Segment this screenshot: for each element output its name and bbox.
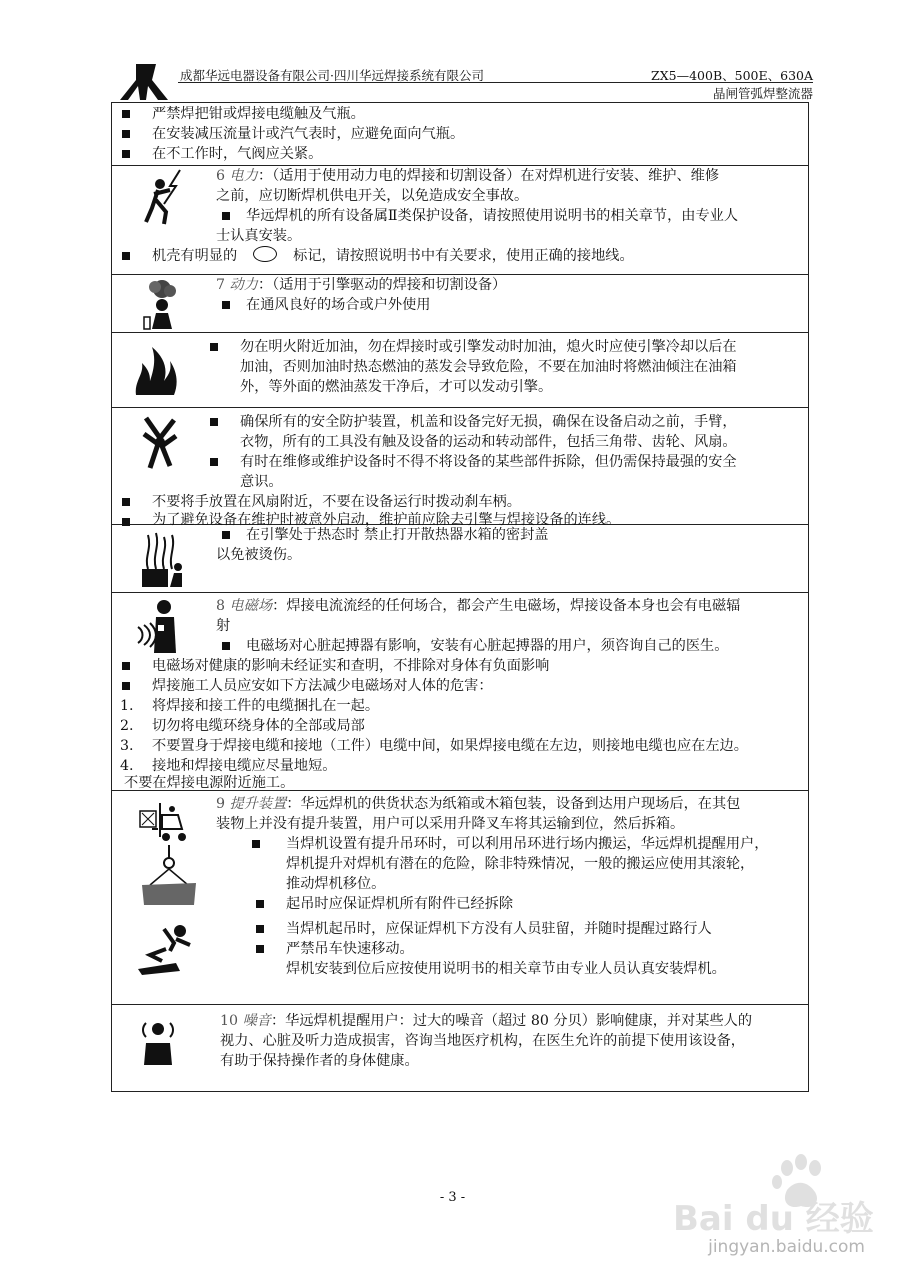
fire-icon — [132, 345, 180, 397]
gas-line-2: 在安装减压流量计或汽气表时，应避免面向气瓶。 — [152, 126, 465, 142]
section-noise — [112, 1005, 808, 1091]
noise-heading — [220, 1011, 752, 1031]
engine-line-1: ：（适用于引擎驱动的焊接和切割设备） — [257, 277, 507, 293]
power-heading-num: 6 — [216, 168, 226, 184]
emf-line-3: 电磁场对心脏起搏器有影响，安装有心脏起搏器的用户，须咨询自己的医生。 — [246, 638, 729, 654]
moving-parts-icon — [140, 414, 180, 472]
electric-shock-icon — [142, 168, 188, 226]
power-line-1: ：（适用于使用动力电的焊接和切割设备）在对焊机进行安装、维护、维修 — [257, 168, 720, 184]
section-fuel — [112, 333, 808, 408]
engine-line-2: 在通风良好的场合或户外使用 — [246, 297, 431, 313]
emf-num-3: 3. — [120, 738, 134, 754]
header-model: ZX5—400B、500E、630A — [651, 68, 813, 83]
bullet — [222, 212, 230, 220]
falling-load-icon — [136, 923, 194, 975]
lift-line-3: 当焊机设置有提升吊环时，可以利用吊环进行场内搬运，华远焊机提醒用户， — [286, 836, 769, 852]
section-emf — [112, 593, 808, 791]
lift-heading-title: 提升装置 — [229, 796, 287, 812]
bullet — [210, 458, 218, 466]
engine-heading-num: 7 — [216, 277, 226, 293]
radiator-line-2: 以免被烫伤。 — [216, 547, 302, 563]
bullet — [122, 682, 130, 690]
noise-icon — [140, 1019, 176, 1067]
lift-line-8: 严禁吊车快速移动。 — [286, 941, 414, 957]
bullet — [256, 900, 264, 908]
hot-radiator-icon — [138, 529, 184, 589]
section-lift — [112, 791, 808, 1005]
bullet — [122, 130, 130, 138]
fuel-line-1: 勿在明火附近加油，勿在焊接时或引擎发动时加油，熄火时应使引擎冷却以后在 — [240, 339, 737, 355]
lift-line-4: 焊机提升对焊机有潜在的危险，除非特殊情况，一般的搬运应使用其滚轮， — [286, 856, 755, 872]
lift-line-5: 推动焊机移位。 — [286, 876, 386, 892]
emf-item-3: 不要置身于焊接电缆和接地（工件）电缆中间，如果焊接电缆在左边，则接地电缆也应在左边。 — [152, 738, 748, 754]
header-rule — [178, 82, 813, 83]
engine-heading — [216, 275, 506, 295]
section-engine — [112, 275, 808, 333]
emf-item-2: 切勿将电缆环绕身体的全部或局部 — [152, 718, 365, 734]
bullet — [252, 840, 260, 848]
guards-line-3: 有时在维修或维护设备时不得不将设备的某些部件拆除，但仍需保持最强的安全 — [240, 454, 737, 470]
guards-line-2: 衣物，所有的工具没有触及设备的运动和转动部件，包括三角带、齿轮、风扇。 — [240, 434, 737, 450]
company-logo-icon — [118, 60, 174, 106]
fuel-line-3: 外，等外面的燃油蒸发干净后，才可以发动引擎。 — [240, 379, 553, 395]
section-radiator — [112, 525, 808, 593]
bullet — [222, 301, 230, 309]
ground-symbol-icon — [253, 246, 277, 262]
lift-line-6: 起吊时应保证焊机所有附件已经拆除 — [286, 896, 514, 912]
pacemaker-icon — [134, 597, 182, 655]
emf-item-1: 将焊接和接工件的电缆捆扎在一起。 — [152, 698, 380, 714]
header-product: 晶闸管弧焊整流器 — [712, 86, 813, 101]
bullet — [122, 252, 130, 260]
lift-line-1: ：华远焊机的供货状态为纸箱或木箱包装，设备到达用户现场后，在其包 — [286, 796, 741, 812]
bullet — [122, 150, 130, 158]
lift-line-2: 装物上并没有提升装置，用户可以采用升降叉车将其运输到位，然后拆箱。 — [216, 816, 685, 832]
power-heading — [216, 166, 719, 186]
emf-line-1: ：焊接电流流经的任何场合，都会产生电磁场，焊接设备本身也会有电磁辐 — [272, 598, 741, 614]
emf-line-4: 电磁场对健康的影响未经证实和查明，不排除对身体有负面影响 — [152, 658, 550, 674]
lift-heading-num: 9 — [216, 796, 226, 812]
guards-line-4: 意识。 — [240, 474, 283, 490]
guards-line-1: 确保所有的安全防护装置，机盖和设备完好无损，确保在设备启动之前，手臂， — [240, 414, 737, 430]
section-guards — [112, 408, 808, 528]
power-line-3: 华远焊机的所有设备属Ⅱ类保护设备，请按照使用说明书的相关章节，由专业人 — [246, 208, 739, 224]
noise-line-2: 视力、心脏及听力造成损害，咨询当地医疗机构，在医生允许的前提下使用该设备， — [220, 1033, 745, 1049]
emf-num-2: 2. — [120, 718, 134, 734]
noise-heading-title: 噪音 — [242, 1013, 271, 1029]
bullet — [122, 662, 130, 670]
engine-heading-title: 动力 — [229, 277, 258, 293]
emf-line-2: 射 — [216, 618, 231, 634]
gas-line-3: 在不工作时，气阀应关紧。 — [152, 146, 323, 162]
bullet — [256, 925, 264, 933]
page-number: - 3 - — [439, 1190, 466, 1205]
radiator-line-1: 在引擎处于热态时 禁止打开散热器水箱的密封盖 — [246, 527, 549, 543]
bullet — [210, 418, 218, 426]
bullet — [222, 531, 230, 539]
emf-item-4: 接地和焊接电缆应尽量地短。 — [152, 758, 337, 774]
emf-heading-title: 电磁场 — [229, 598, 273, 614]
bullet — [122, 110, 130, 118]
safety-sheet — [111, 102, 809, 1092]
emf-line-5: 焊接施工人员应安如下方法减少电磁场对人体的危害： — [152, 678, 493, 694]
header-company: 成都华远电器设备有限公司·四川华远焊接系统有限公司 — [180, 68, 484, 83]
bullet — [256, 945, 264, 953]
power-heading-title: 电力 — [229, 168, 258, 184]
lifting-hook-icon — [140, 845, 198, 907]
emf-line-6: 不要在焊接电源附近施工。 — [124, 775, 295, 791]
fuel-line-2: 加油，否则加油时热态燃油的蒸发会导致危险，不要在加油时将燃油倾注在油箱 — [240, 359, 737, 375]
noise-line-1: ：华远焊机提醒用户：过大的噪音（超过 80 分贝）影响健康，并对某些人的 — [270, 1013, 753, 1029]
emf-num-4: 4. — [120, 758, 134, 774]
gas-line-1: 严禁焊把钳或焊接电缆触及气瓶。 — [152, 106, 365, 122]
bullet — [122, 498, 130, 506]
section-gas — [112, 103, 808, 166]
lift-line-7: 当焊机起吊时，应保证焊机下方没有人员驻留，并随时提醒过路行人 — [286, 921, 712, 937]
bullet — [210, 343, 218, 351]
section-power — [112, 166, 808, 275]
bullet — [222, 642, 230, 650]
lift-heading — [216, 794, 740, 814]
power-line-5 — [152, 246, 634, 266]
watermark-brand: Bai du 经验 — [673, 1199, 874, 1239]
fumes-icon — [142, 279, 182, 331]
lift-line-9: 焊机安装到位后应按使用说明书的相关章节由专业人员认真安装焊机。 — [286, 961, 726, 977]
emf-heading-num: 8 — [216, 598, 226, 614]
watermark-url: jingyan.baidu.com — [708, 1237, 865, 1257]
power-line-2: 之前，应切断焊机供电开关，以免造成安全事故。 — [216, 188, 529, 204]
emf-heading — [216, 596, 740, 616]
forklift-icon — [136, 799, 194, 843]
power-line-5b: 标记，请按照说明书中有关要求，使用正确的接地线。 — [293, 248, 634, 264]
guards-line-6: 为了避免设备在维护时被意外启动，维护前应除去引擎与焊接设备的连线。 — [152, 512, 621, 528]
noise-line-3: 有助于保持操作者的身体健康。 — [220, 1053, 419, 1069]
noise-heading-num: 10 — [220, 1013, 239, 1029]
emf-num-1: 1. — [120, 698, 134, 714]
power-line-5a: 机壳有明显的 — [152, 248, 238, 264]
guards-line-5: 不要将手放置在风扇附近，不要在设备运行时拨动刹车柄。 — [152, 494, 521, 510]
power-line-4: 士认真安装。 — [216, 228, 302, 244]
